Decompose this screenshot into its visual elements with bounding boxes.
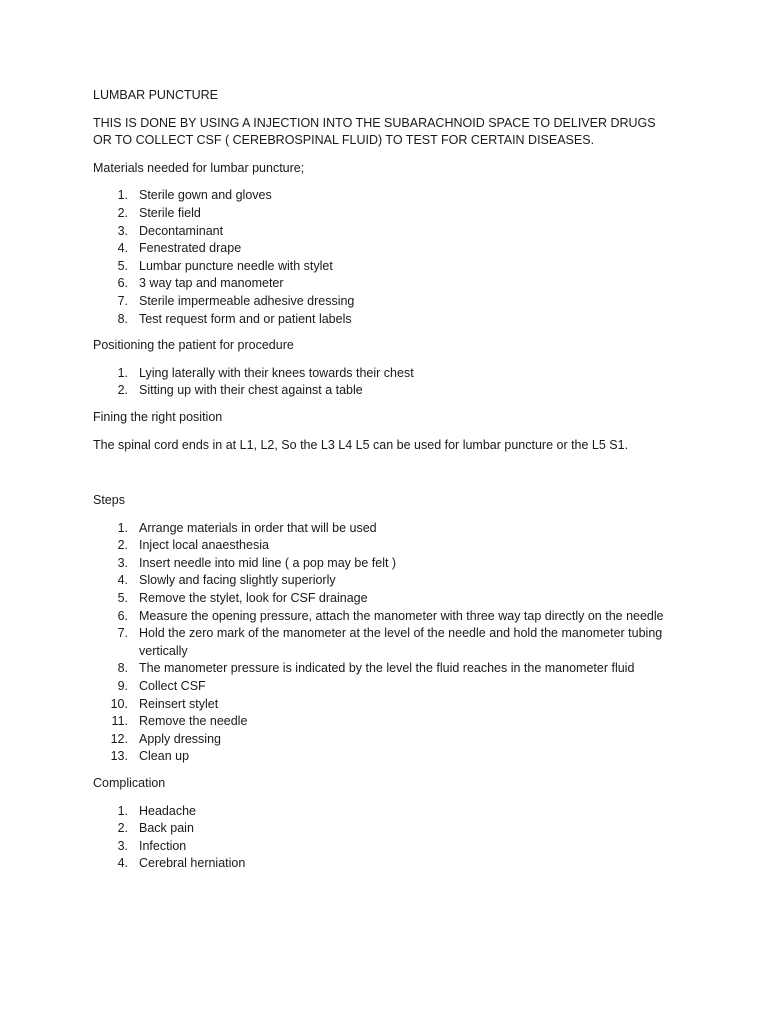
list-item	[93, 311, 673, 329]
intro-paragraph: THIS IS DONE BY USING A INJECTION INTO THE SUBARACHNOID SPACE TO DELIVER DRUGS OR TO COLLECT CSF ( CEREBROSPINAL FLUID) TO TEST FOR CERTAIN DISEASES.	[93, 115, 656, 148]
list-item-number: 1.	[117, 520, 128, 535]
list-item	[93, 205, 673, 223]
list-item	[93, 223, 673, 241]
list-item-text: Headache	[139, 803, 196, 818]
blank-line	[93, 464, 673, 492]
list-item	[93, 608, 673, 626]
steps-list	[93, 520, 673, 766]
list-item	[93, 803, 673, 821]
list-item-text: Slowly and facing slightly superiorly	[139, 573, 336, 588]
list-item-number: 1.	[117, 188, 128, 203]
list-item	[93, 187, 673, 205]
positioning-list	[93, 365, 673, 400]
list-item-number: 8.	[117, 311, 128, 326]
position-heading: Fining the right position	[93, 409, 223, 424]
list-item-text: Measure the opening pressure, attach the manometer with three way tap directly on the needle	[139, 608, 664, 623]
list-item	[93, 258, 673, 276]
list-item-text: Reinsert stylet	[139, 696, 219, 711]
list-item-text: Fenestrated drape	[139, 241, 242, 256]
list-item	[93, 696, 673, 714]
list-item	[93, 537, 673, 555]
list-item-number: 4.	[117, 241, 128, 256]
list-item-number: 3.	[117, 838, 128, 853]
list-item	[93, 520, 673, 538]
list-item-number: 12.	[110, 731, 128, 746]
list-item-text: The manometer pressure is indicated by the level the fluid reaches in the manometer fluid	[139, 661, 635, 676]
list-item	[93, 855, 673, 873]
list-item	[93, 625, 673, 660]
document-title: LUMBAR PUNCTURE	[93, 88, 219, 102]
list-item-text: 3 way tap and manometer	[139, 276, 284, 291]
materials-list	[93, 187, 673, 328]
list-item-text: Clean up	[139, 749, 190, 764]
list-item-text: Cerebral herniation	[139, 856, 246, 871]
list-item-number: 7.	[117, 626, 128, 641]
list-item	[93, 572, 673, 590]
list-item-text: Lumbar puncture needle with stylet	[139, 258, 333, 273]
list-item-number: 9.	[117, 679, 128, 694]
list-item	[93, 731, 673, 749]
list-item-number: 2.	[117, 205, 128, 220]
list-item	[93, 555, 673, 573]
list-item-text: Infection	[139, 838, 187, 853]
list-item-text: Sitting up with their chest against a table	[139, 383, 363, 398]
list-item-number: 2.	[117, 821, 128, 836]
list-item	[93, 678, 673, 696]
complication-heading: Complication	[93, 776, 166, 790]
list-item-text: Arrange materials in order that will be used	[139, 520, 377, 535]
list-item-number: 11.	[111, 714, 128, 729]
list-item	[93, 590, 673, 608]
list-item-text: Insert needle into mid line ( a pop may be felt )	[139, 555, 397, 570]
list-item	[93, 820, 673, 838]
list-item-number: 6.	[117, 608, 128, 623]
list-item	[93, 713, 673, 731]
complication-list	[93, 803, 673, 873]
document-body	[93, 87, 673, 882]
list-item-text: Hold the zero mark of the manometer at the level of the needle and hold the manometer tubing vertically	[139, 626, 663, 658]
list-item-number: 5.	[117, 258, 128, 273]
list-item-number: 6.	[117, 276, 128, 291]
steps-heading: Steps	[93, 493, 125, 508]
positioning-heading: Positioning the patient for procedure	[93, 338, 294, 353]
list-item-number: 7.	[117, 293, 128, 308]
list-item-text: Back pain	[139, 821, 194, 836]
list-item-text: Sterile gown and gloves	[139, 188, 272, 203]
list-item	[93, 838, 673, 856]
list-item-text: Decontaminant	[139, 223, 224, 238]
list-item-number: 2.	[117, 383, 128, 398]
list-item-text: Inject local anaesthesia	[139, 538, 269, 553]
list-item	[93, 748, 673, 766]
list-item-number: 1.	[117, 365, 128, 380]
list-item-number: 1.	[117, 803, 128, 818]
list-item-text: Lying laterally with their knees towards their chest	[139, 365, 414, 380]
list-item	[93, 275, 673, 293]
list-item-text: Sterile impermeable adhesive dressing	[139, 293, 355, 308]
list-item-text: Remove the stylet, look for CSF drainage	[139, 591, 368, 606]
list-item	[93, 240, 673, 258]
list-item-number: 10.	[110, 696, 128, 711]
list-item	[93, 660, 673, 678]
list-item-text: Collect CSF	[139, 679, 206, 694]
list-item-text: Apply dressing	[139, 731, 221, 746]
list-item	[93, 382, 673, 400]
list-item-number: 3.	[117, 223, 128, 238]
list-item-number: 3.	[117, 555, 128, 570]
list-item	[93, 293, 673, 311]
list-item	[93, 365, 673, 383]
list-item-number: 8.	[117, 661, 128, 676]
list-item-text: Remove the needle	[139, 714, 248, 729]
position-paragraph: The spinal cord ends in at L1, L2, So the L3 L4 L5 can be used for lumbar puncture or the L5 S1.	[93, 437, 629, 452]
list-item-text: Sterile field	[139, 205, 201, 220]
list-item-text: Test request form and or patient labels	[139, 311, 352, 326]
materials-heading: Materials needed for lumbar puncture;	[93, 160, 305, 175]
list-item-number: 4.	[117, 573, 128, 588]
list-item-number: 13.	[110, 749, 128, 764]
list-item-number: 4.	[117, 856, 128, 871]
list-item-number: 5.	[117, 591, 128, 606]
list-item-number: 2.	[117, 538, 128, 553]
